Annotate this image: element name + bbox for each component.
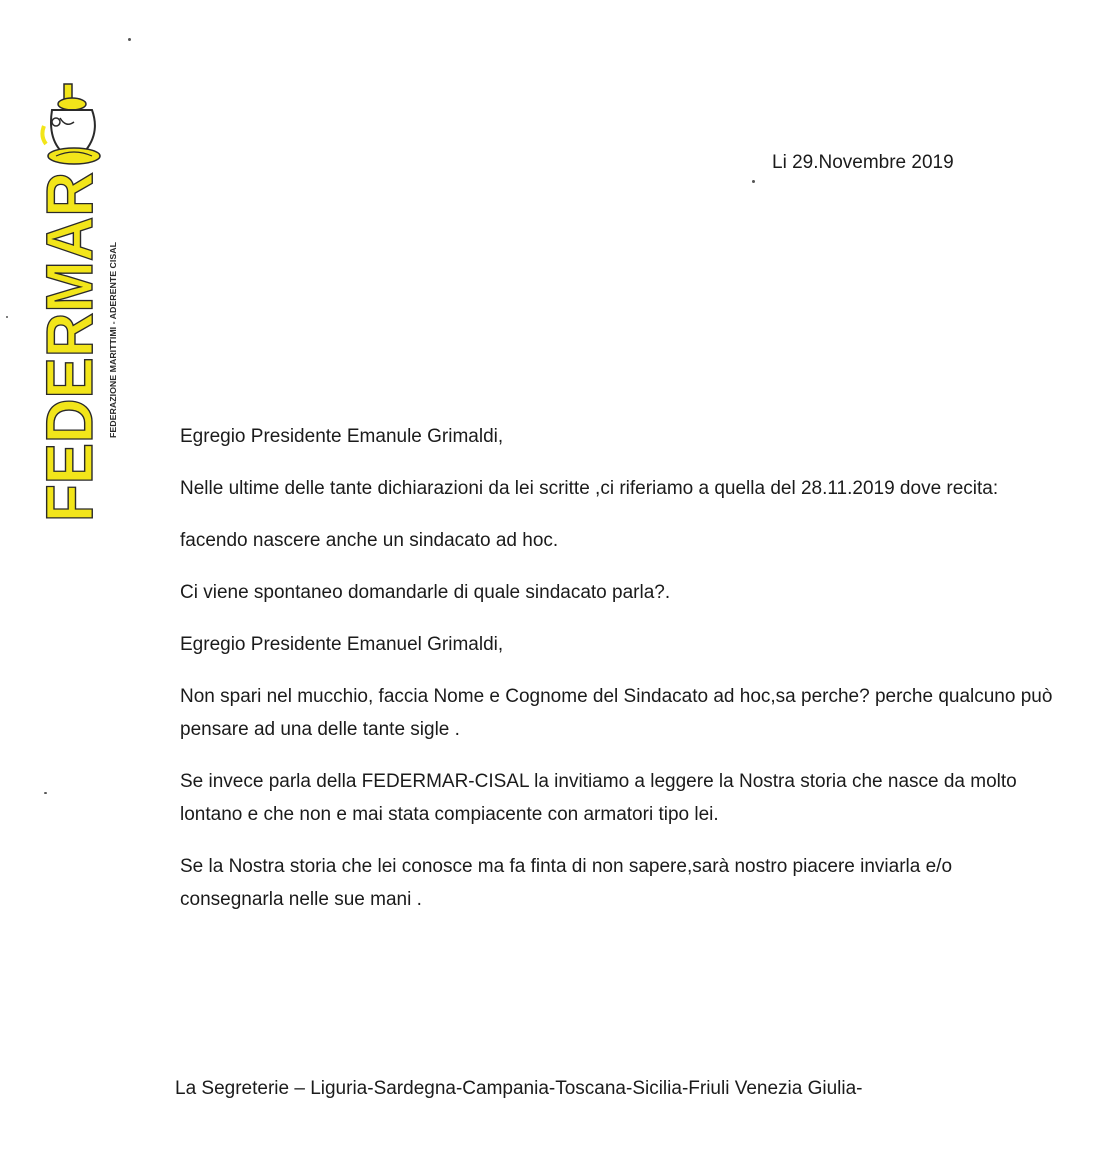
- paragraph-declaration: Nelle ultime delle tante dichiarazioni da lei scritte ,ci riferiamo a quella del 28.11.2019 dove recita:: [180, 478, 999, 499]
- scan-speck: [44, 792, 47, 794]
- letter-body: [180, 420, 1060, 935]
- scan-speck: [752, 180, 755, 183]
- paragraph-union-name: Non spari nel mucchio, faccia Nome e Cognome del Sindacato ad hoc,sa perche? perche qualcuno può pensare ad una delle tante sigle .: [180, 686, 1053, 740]
- paragraph-history: Se invece parla della FEDERMAR-CISAL la invitiamo a leggere la Nostra storia che nasce da molto lontano e che non e mai stata compiacente con armatori tipo lei.: [180, 771, 1017, 825]
- quoted-statement: facendo nascere anche un sindacato ad hoc.: [180, 530, 559, 551]
- letter-signature: La Segreterie – Liguria-Sardegna-Campania-Toscana-Sicilia-Friuli Venezia Giulia-: [175, 1078, 863, 1099]
- question-paragraph: Ci viene spontaneo domandarle di quale sindacato parla?.: [180, 582, 671, 603]
- scan-speck: [6, 316, 8, 318]
- ship-bow-icon: [42, 84, 100, 164]
- salutation-second: Egregio Presidente Emanuel Grimaldi,: [180, 634, 504, 655]
- scan-speck: [128, 38, 131, 41]
- federmar-logo-graphic: [30, 66, 130, 532]
- letter-date: Li 29.Novembre 2019: [772, 152, 954, 173]
- paragraph-offer: Se la Nostra storia che lei conosce ma fa finta di non sapere,sarà nostro piacere inviarla e/o consegnarla nelle sue mani .: [180, 856, 953, 910]
- logo-brand-text: FEDERMAR: [32, 148, 106, 522]
- logo-subtitle-text: FEDERAZIONE MARITTIMI - ADERENTE CISAL: [108, 248, 118, 438]
- federmar-logo: [30, 66, 130, 532]
- salutation-first: Egregio Presidente Emanule Grimaldi,: [180, 426, 504, 447]
